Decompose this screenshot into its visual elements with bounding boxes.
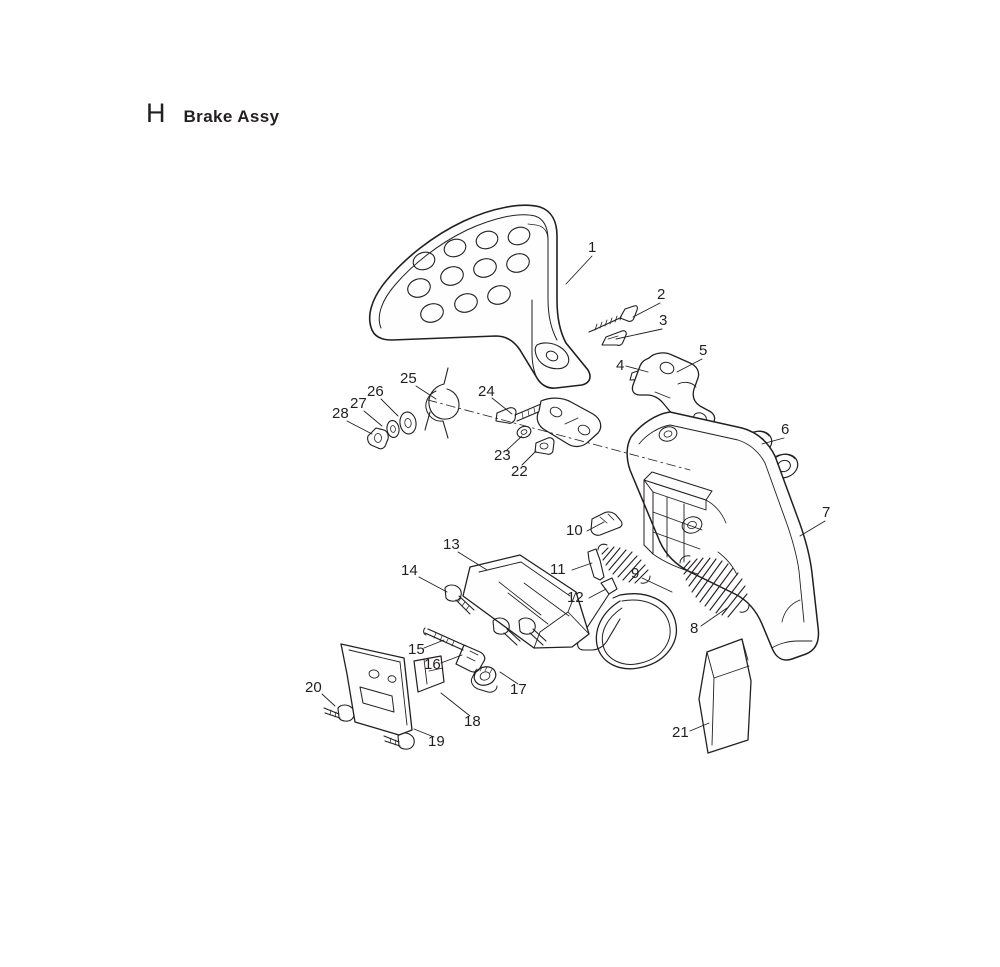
callout-1: 1 — [588, 239, 597, 256]
part-15-tension-screw — [424, 628, 466, 650]
callout-10: 10 — [566, 522, 583, 539]
callout-20: 20 — [305, 679, 322, 696]
callout-6: 6 — [781, 421, 790, 438]
part-21-cover-panel — [699, 639, 751, 753]
part-10-latch — [591, 512, 622, 535]
callout-15: 15 — [408, 641, 425, 658]
callout-22: 22 — [511, 463, 528, 480]
callout-27: 27 — [350, 395, 367, 412]
part-22-nut — [535, 438, 554, 455]
part-3-pin — [602, 331, 626, 346]
callout-11: 11 — [550, 561, 566, 578]
part-24-link-arm — [496, 398, 601, 446]
callout-26: 26 — [367, 383, 384, 400]
part-1-hand-guard — [370, 205, 590, 388]
section-letter: H — [146, 98, 166, 128]
callout-8: 8 — [690, 620, 699, 637]
callout-17: 17 — [510, 681, 527, 698]
part-brake-band — [596, 594, 676, 669]
callout-21: 21 — [672, 724, 689, 741]
part-7-clutch-cover — [627, 412, 818, 660]
callout-19: 19 — [428, 733, 445, 750]
part-26-washer — [399, 411, 418, 435]
part-17-tensioner — [471, 664, 498, 692]
section-name: Brake Assy — [183, 107, 280, 126]
part-side-plate — [341, 644, 412, 735]
part-20-screw — [324, 705, 354, 721]
callout-13: 13 — [443, 536, 460, 553]
callout-4: 4 — [616, 357, 625, 374]
part-9-coil-spring — [598, 544, 650, 583]
callout-24: 24 — [478, 383, 495, 400]
callout-14: 14 — [401, 562, 418, 579]
part-25-torsion-spring — [425, 368, 459, 438]
part-12-brake-band-lever — [578, 578, 620, 650]
callout-2: 2 — [657, 286, 666, 303]
callout-9: 9 — [631, 565, 640, 582]
callout-23: 23 — [494, 447, 511, 464]
callout-16: 16 — [424, 656, 441, 673]
part-23-washer — [516, 424, 533, 439]
callout-18: 18 — [464, 713, 481, 730]
callout-3: 3 — [659, 312, 668, 329]
callout-25: 25 — [400, 370, 417, 387]
part-28-nut — [368, 428, 389, 449]
callout-12: 12 — [567, 589, 584, 606]
callout-5: 5 — [699, 342, 708, 359]
part-2-screw — [589, 306, 637, 332]
callout-28: 28 — [332, 405, 349, 422]
callout-7: 7 — [822, 504, 831, 521]
